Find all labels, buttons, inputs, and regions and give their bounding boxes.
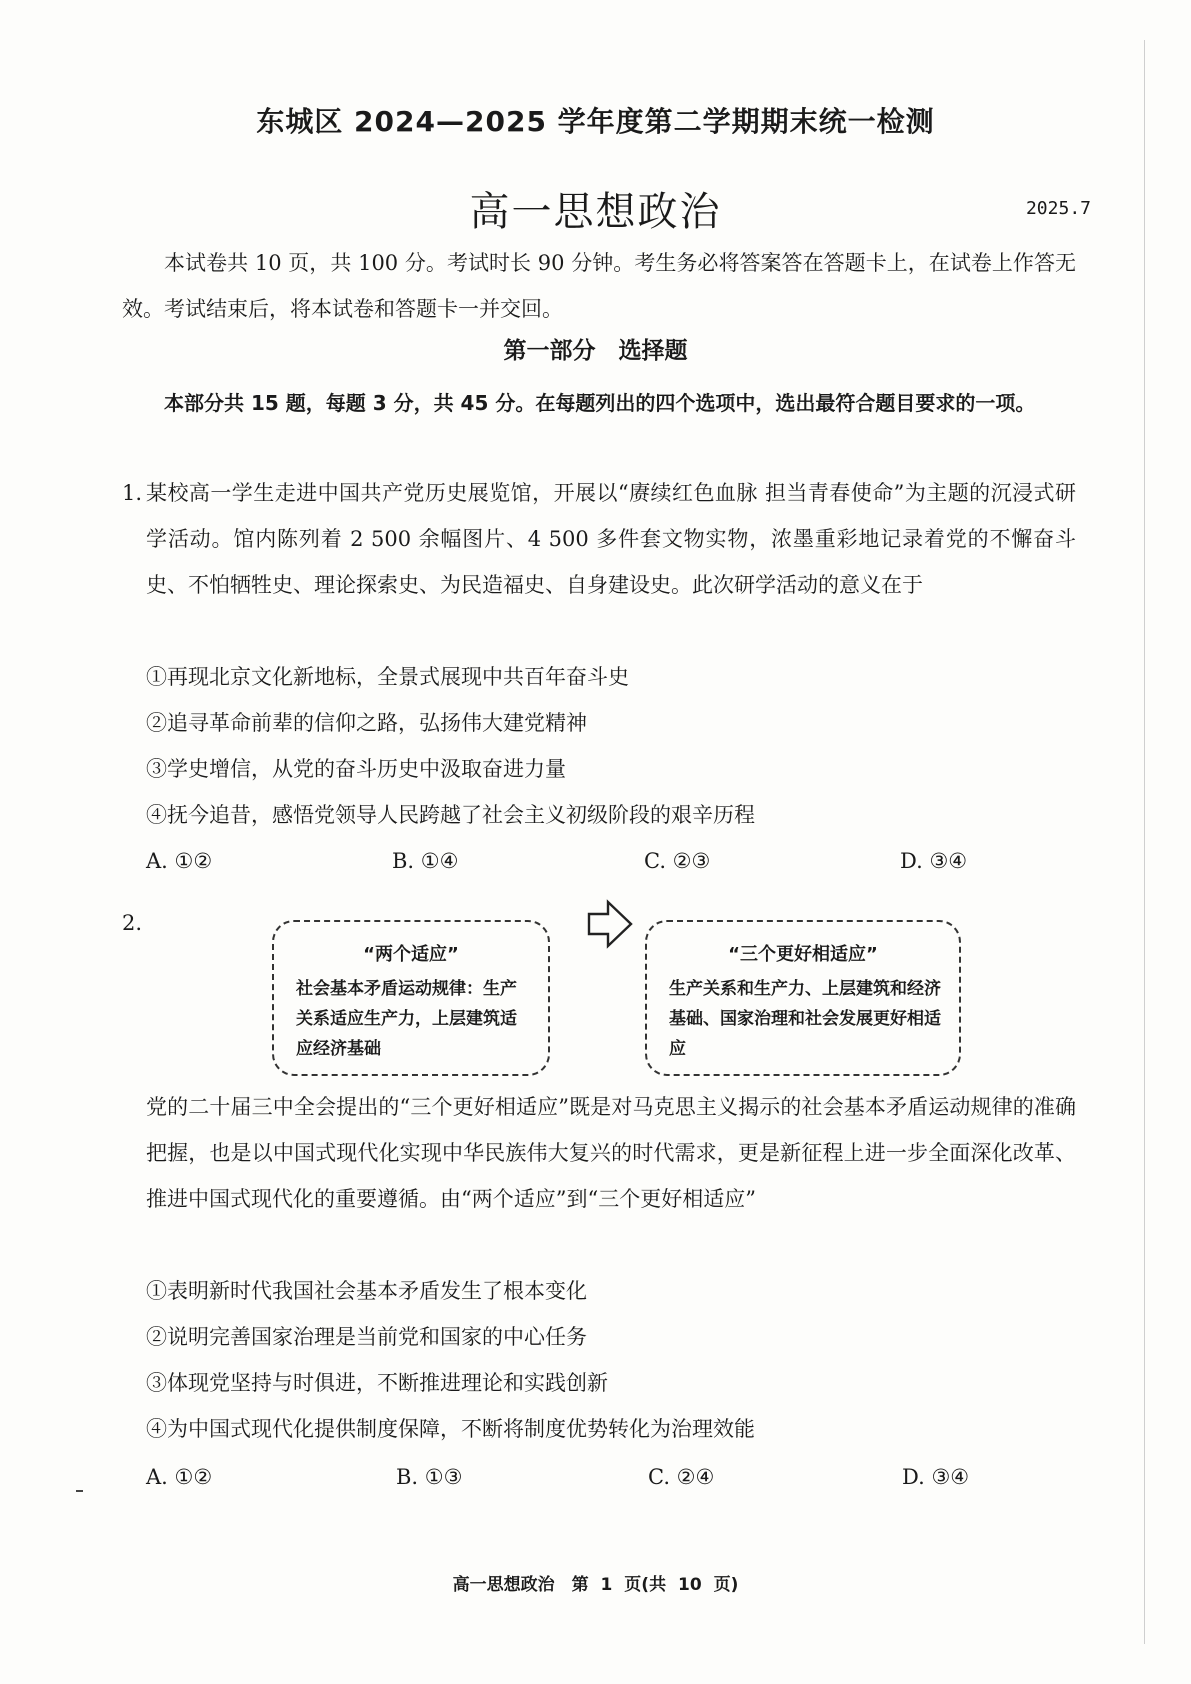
question-2-option-2: ②说明完善国家治理是当前党和国家的中心任务 [146, 1325, 587, 1349]
question-1-choice-c[interactable]: C. ②③ [644, 849, 711, 873]
question-2-choice-d[interactable]: D. ③④ [902, 1465, 970, 1489]
three-better-adaptations-body: 生产关系和生产力、上层建筑和经济基础、国家治理和社会发展更好相适应 [669, 979, 941, 1059]
two-adaptations-box [272, 920, 550, 1076]
section-title: 第一部分 选择题 [503, 338, 688, 364]
question-2-option-1: ①表明新时代我国社会基本矛盾发生了根本变化 [146, 1279, 587, 1303]
question-1-choice-d[interactable]: D. ③④ [900, 849, 968, 873]
question-2-choice-a[interactable]: A. ①② [146, 1465, 213, 1489]
three-better-adaptations-box [645, 920, 961, 1076]
question-1-choices [146, 838, 1086, 884]
scan-edge-line [1144, 40, 1145, 1644]
two-adaptations-body: 社会基本矛盾运动规律：生产关系适应生产力，上层建筑适应经济基础 [296, 979, 517, 1059]
exam-instructions: 本试卷共 10 页，共 100 分。考试时长 90 分钟。考生务必将答案答在答题卡上，在试卷上作答无效。考试结束后，将本试卷和答题卡一并交回。 [122, 251, 1076, 321]
question-1-choice-a[interactable]: A. ①② [146, 849, 213, 873]
section-note: 本部分共 15 题，每题 3 分，共 45 分。在每题列出的四个选项中，选出最符合题目要求的一项。 [164, 391, 1036, 415]
question-2-choices [146, 1454, 1086, 1500]
question-1-choice-b[interactable]: B. ①④ [392, 849, 459, 873]
two-adaptations-title: “两个适应” [363, 944, 459, 965]
subject-title: 高一思想政治 [469, 189, 722, 235]
scan-speck [76, 1490, 83, 1492]
question-1-number: 1. [122, 481, 143, 505]
question-1-option-4: ④抚今追昔，感悟党领导人民跨越了社会主义初级阶段的艰辛历程 [146, 803, 755, 827]
question-2-choice-b[interactable]: B. ①③ [396, 1465, 463, 1489]
question-2-choice-c[interactable]: C. ②④ [648, 1465, 715, 1489]
question-2-number: 2. [122, 911, 143, 935]
question-1-stem: 某校高一学生走进中国共产党历史展览馆，开展以“赓续红色血脉 担当青春使命”为主题的沉浸式研学活动。馆内陈列着 2 500 余幅图片、4 500 多件套文物实物，浓墨重彩地记录着党的不懈奋斗史、不怕牺牲史、理论探索史、为民造福史、自身建设史。此次研学活动的意义在于 [146, 481, 1076, 597]
right-arrow-icon [586, 898, 634, 950]
question-1-option-2: ②追寻革命前辈的信仰之路，弘扬伟大建党精神 [146, 711, 587, 735]
question-2-stem: 党的二十届三中全会提出的“三个更好相适应”既是对马克思主义揭示的社会基本矛盾运动规律的准确把握，也是以中国式现代化实现中华民族伟大复兴的时代需求，更是新征程上进一步全面深化改革、推进中国式现代化的重要遵循。由“两个适应”到“三个更好相适应” [146, 1095, 1076, 1211]
exam-date: 2025.7 [1025, 198, 1091, 219]
question-2-option-3: ③体现党坚持与时俱进，不断推进理论和实践创新 [146, 1371, 608, 1395]
three-better-adaptations-title: “三个更好相适应” [728, 944, 878, 965]
question-1-option-3: ③学史增信，从党的奋斗历史中汲取奋进力量 [146, 757, 566, 781]
page-footer: 高一思想政治 第 1 页(共 10 页) [452, 1575, 739, 1595]
question-2-option-4: ④为中国式现代化提供制度保障，不断将制度优势转化为治理效能 [146, 1417, 755, 1441]
question-1-option-1: ①再现北京文化新地标，全景式展现中共百年奋斗史 [146, 665, 629, 689]
exam-title: 东城区 2024—2025 学年度第二学期期末统一检测 [256, 105, 935, 138]
